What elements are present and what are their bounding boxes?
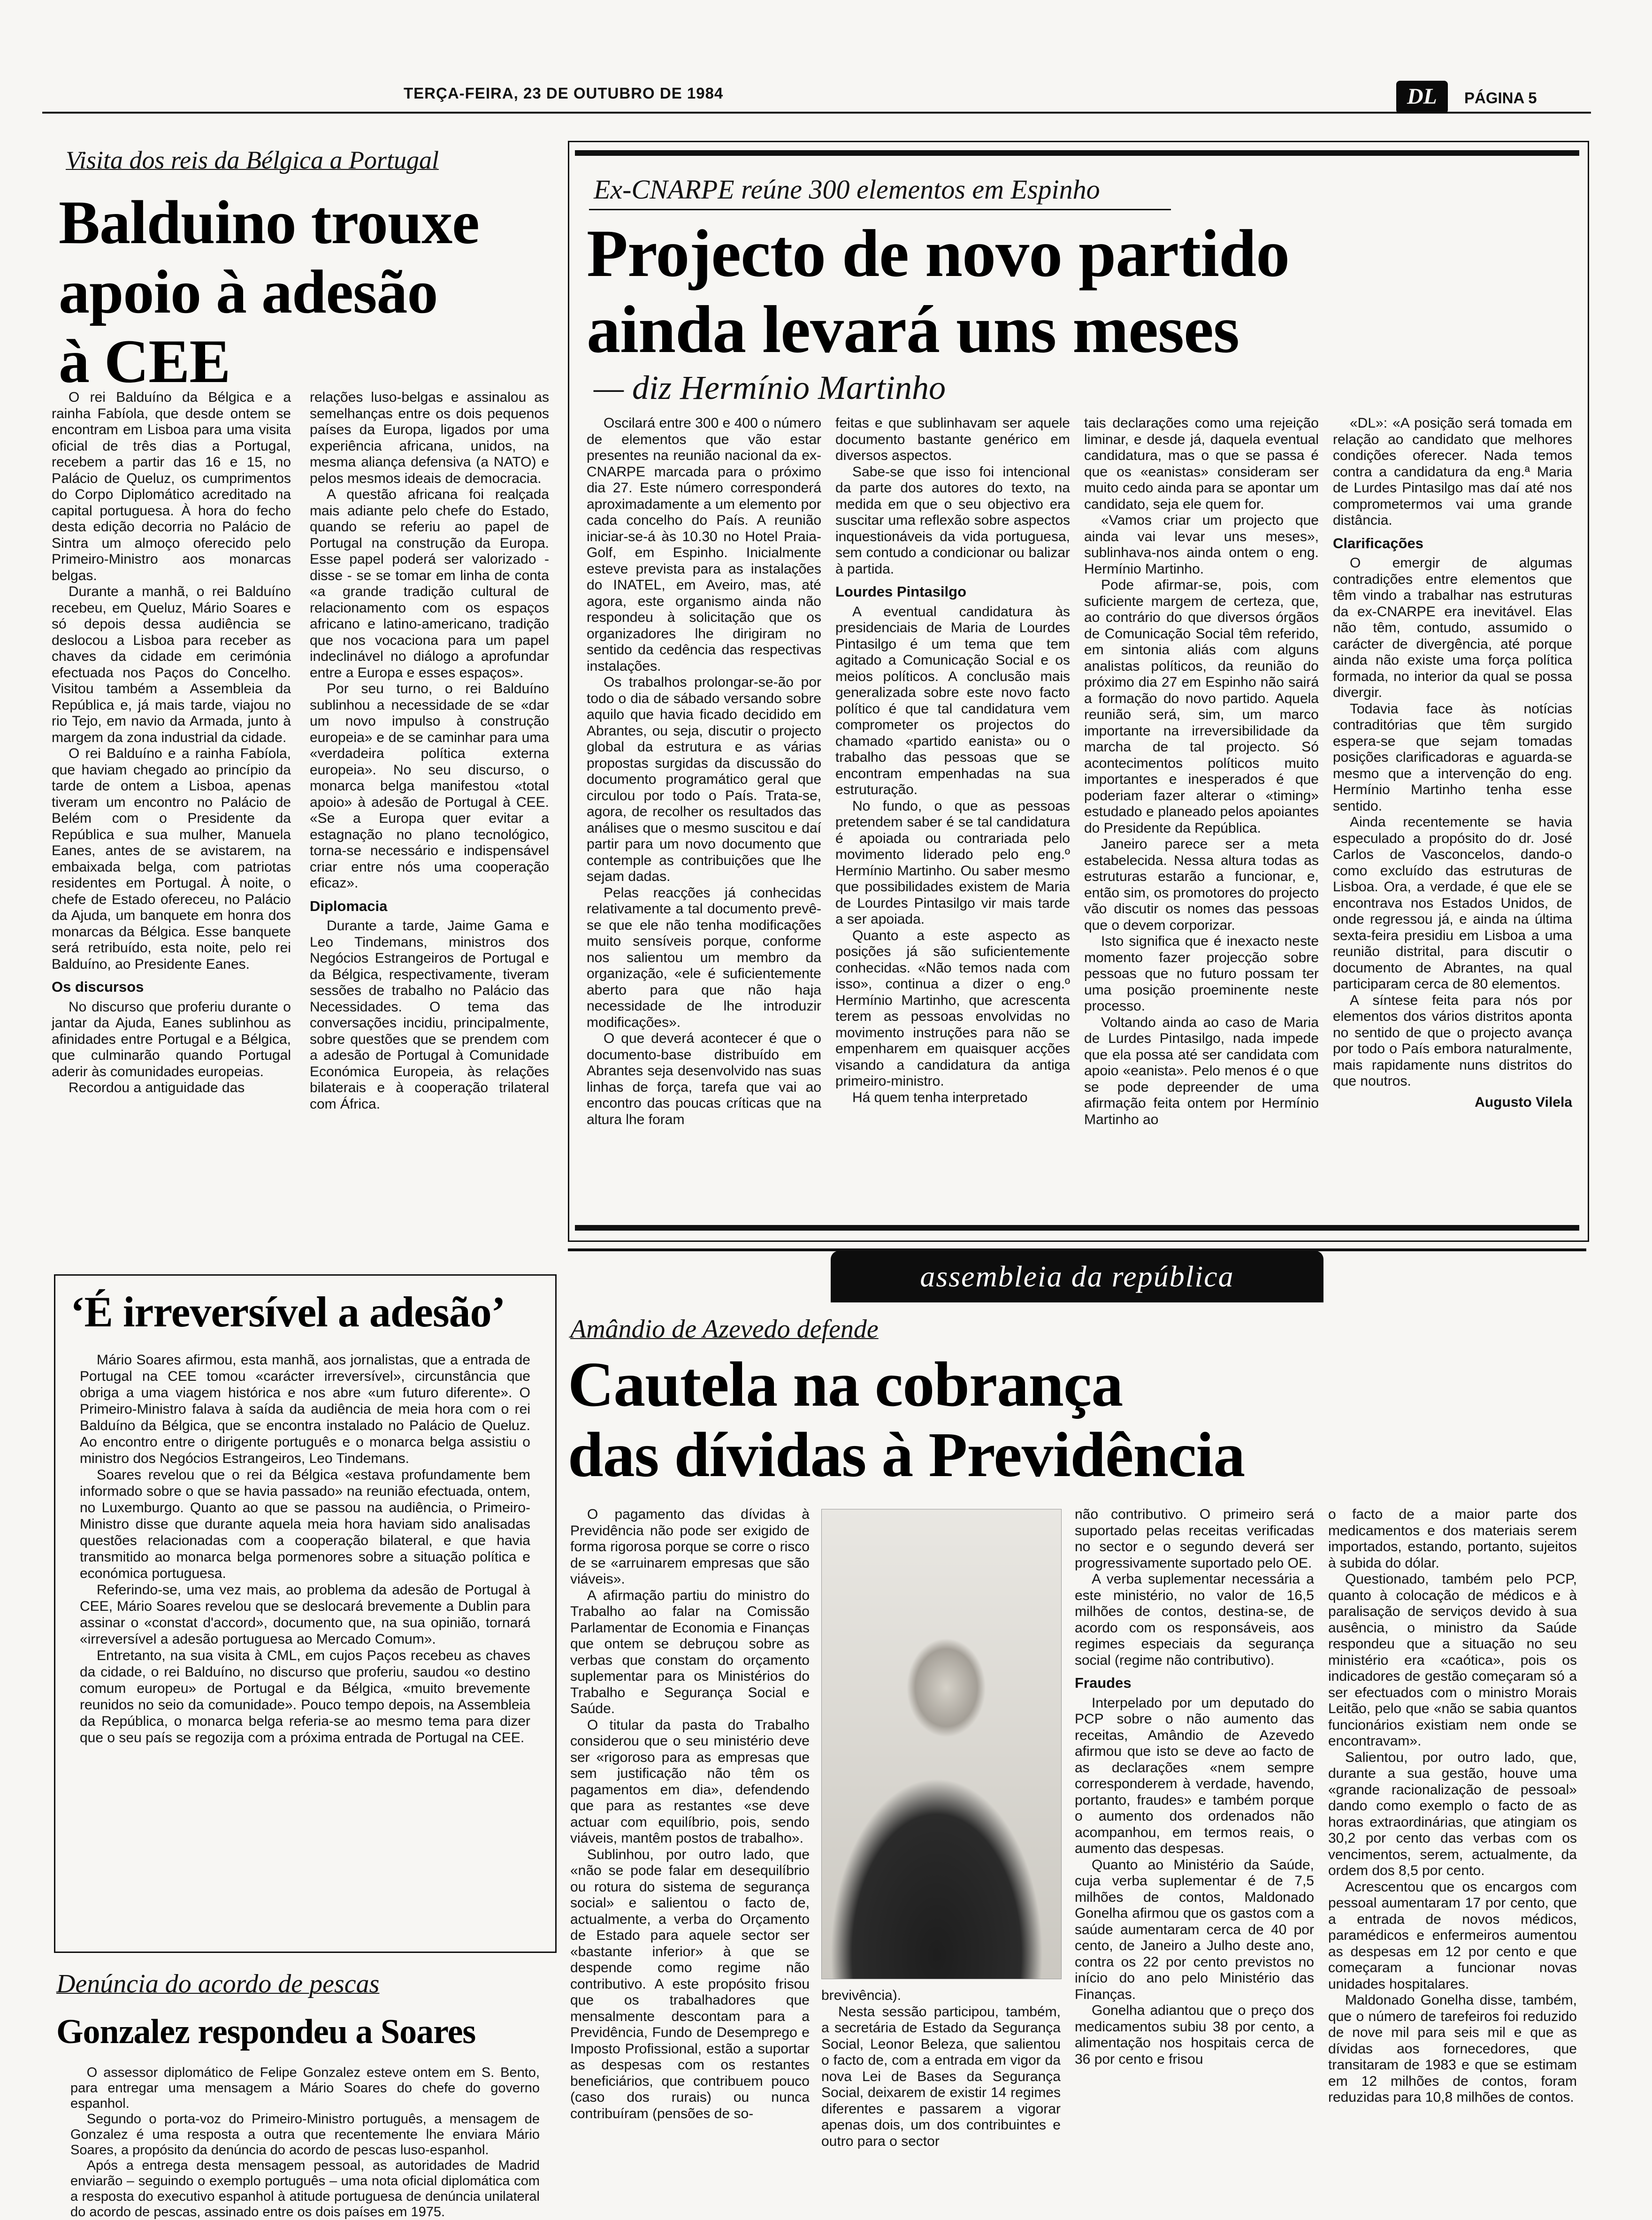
cnarpe-column-3: tais declarações como uma rejeição liminar, e desde já, daquela eventual candidatura, mas o que se passa é que os «eanistas» consideram ser muito cedo ainda para se apontar um candidato, seja ele quem for. «Vamos criar um projecto que ainda vai levar uns meses», sublinhava-nos ainda ontem o eng. Hermínio Martinho. Pode afirmar-se, pois, com suficiente margem de certeza, que, ao contrário do que diversos órgãos de Comunicação Social têm referido, em sintonia aliás com alguns analistas políticos, da reunião do próximo dia 27 em Espinho não sairá a formação do novo partido. Aquela reunião será, sim, um marco importante na irreversibilidade da marcha de tal projecto. Só acontecimentos políticos muito importantes e inesperados é que poderiam fazer alterar o «timing» estudado e planeado pelos apoiantes do Presidente da República. Janeiro parece ser a meta estabelecida. Nessa altura todas as estruturas estarão a funcionar, e, então sim, os promotores do projecto vão discutir os nomes das pessoas que o devem corporizar. Isto significa que é inexacto neste momento fazer projecção sobre pessoas que no futuro possam ter uma posição proeminente neste processo. Voltando ainda ao caso de Maria de Lurdes Pintasilgo, nada impede que ela possa até ser candidata com apoio «eanista». Pelo menos é o que se pode depreender de uma afirmação feita ontem por Hermínio Martinho ao	[1084, 415, 1319, 1127]
minister-photo	[821, 1509, 1062, 1979]
cnarpe-column-4: «DL»: «A posição será tomada em relação ao candidato que melhores condições oferecer. Nada temos contra a candidatura da eng.ª Maria de Lurdes Pintasilgo mas daí até nos comprometermos vai uma grande distância. Clarificações O emergir de algumas contradições entre elementos que têm vindo a trabalhar nas estruturas da ex-CNARPE era inevitável. Elas não têm, contudo, assumido o carácter de divergência, até porque ainda não existe uma força política formada, no interior da qual se possa divergir. Todavia face às notícias contraditórias que têm surgido espera-se que sejam tomadas posições clarificadoras e aguarda-se mesmo que a intervenção do eng. Hermínio Martinho tenha esse sentido. Ainda recentemente se havia especulado a propósito do dr. José Carlos de Vasconcelos, dando-o como excluído das estruturas de Lisboa. Ora, a verdade, é que ele se encontrava nos Estados Unidos, de onde regressou já, e ainda na última sexta-feira presidiu em Lisboa a uma reunião distrital, para discutir o documento de Abrantes, na qual participaram cerca de 80 elementos. A síntese feita para nós por elementos dos vários distritos aponta no sentido de que o projecto avança por todo o País embora naturalmente, mais rapidamente nuns distritos do que noutros. Augusto Vilela	[1333, 415, 1572, 1110]
assembleia-subhead-fraudes: Fraudes	[1075, 1675, 1132, 1691]
balduino-column-1: O rei Balduíno da Bélgica e a rainha Fabíola, que desde ontem se encontram em Lisboa para uma visita oficial de três dias a Portugal, recebem a partir das 16 e 15, no Palácio de Queluz, os cumprimentos do Corpo Diplomático acreditado na capital portuguesa. À hora do fecho desta edição decorria no Palácio de Sintra um almoço oferecido pelo Primeiro-Ministro aos monarcas belgas. Durante a manhã, o rei Balduíno recebeu, em Queluz, Mário Soares e só depois dessa audiência se deslocou a Lisboa para receber as chaves da cidade em cerimónia efectuada nos Paços do Concelho. Visitou também a Assembleia da República e, já mais tarde, viajou no rio Tejo, em navio da Armada, junto à margem da zona industrial da cidade. O rei Balduíno e a rainha Fabíola, que haviam chegado ao princípio da tarde de ontem a Lisboa, apenas tiveram um encontro no Palácio de Belém com o Presidente da República e sua mulher, Manuela Eanes, antes de se avistarem, na embaixada belga, com patriotas residentes em Portugal. À noite, o chefe de Estado ofereceu, no Palácio da Ajuda, um banquete em honra dos monarcas da Bélgica. Esse banquete será retribuído, esta noite, pelo rei Balduíno, ao Presidente Eanes. Os discursos No discurso que proferiu durante o jantar da Ajuda, Eanes sublinhou as afinidades entre Portugal e a Bélgica, que culminarão quando Portugal aderir às comunidades europeias. Recordou a antiguidade das	[52, 390, 291, 1095]
cnarpe-top-rule	[575, 150, 1579, 156]
assembleia-column-2: brevivência). Nesta sessão participou, também, a secretária de Estado da Segurança Social, Leonor Beleza, que salientou o facto de, com a entrada em vigor da nova Lei de Bases da Segurança Social, deixarem de existir 14 regimes diferentes e passarem a vigorar apenas dois, um dos contribuintes e outro para o sector	[821, 1988, 1061, 2149]
balduino-kicker: Visita dos reis da Bélgica a Portugal	[66, 146, 439, 174]
assembleia-column-3: não contributivo. O primeiro será suportado pelas receitas verificadas no sector e o segundo deverá ser progressivamente suportado pelo OE. A verba suplementar necessária a este ministério, no valor de 16,5 milhões de contos, destina-se, de acordo com os responsáveis, aos regimes especiais da segurança social (regime não contributivo). Fraudes Interpelado por um deputado do PCP sobre o não aumento das receitas, Amândio de Azevedo afirmou que isto se deve ao facto de as declarações «nem sempre corresponderem à verdade, havendo, portanto, fraudes» e também porque o aumento dos ordenados não acompanhou, em termos reais, o aumento das despesas. Quanto ao Ministério da Saúde, cuja verba suplementar é de 7,5 milhões de contos, Maldonado Gonelha afirmou que os gastos com a saúde aumentaram cerca de 40 por cento, de Janeiro a Julho deste ano, contra os 22 por cento previstos no início do ano pelo Ministério das Finanças. Gonelha adiantou que o preço dos medicamentos subiu 38 por cento, a alimentação nos hospitais cerca de 36 por cento e frisou	[1075, 1507, 1314, 2067]
cnarpe-subhead-clarificacoes: Clarificações	[1333, 535, 1423, 551]
cnarpe-headline: Projecto de novo partido ainda levará uns meses	[587, 216, 1290, 367]
gonzalez-headline: Gonzalez respondeu a Soares	[56, 2013, 476, 2051]
cnarpe-subhead-lourdes: Lourdes Pintasilgo	[835, 583, 967, 600]
assembleia-column-4: o facto de a maior parte dos medicamentos e dos materiais serem importados, estando, portanto, sujeitos à subida do dólar. Questionado, também pelo PCP, quanto à colocação de médicos e à paralisação de serviços devido à sua ausência, o ministro da Saúde respondeu que a situação no seu ministério era «caótica», pois os indicadores de gestão começaram só a ser efectuados com o ministro Morais Leitão, pelo que «não se sabia quantos funcionários existiam nem onde se encontravam». Salientou, por outro lado, que, durante a sua gestão, houve uma «grande racionalização de pessoal» dando como exemplo o facto de as horas extraordinárias, que atingiam os 30,2 por cento das verbas com os vencimentos, serem, actualmente, da ordem dos 8,5 por cento. Acrescentou que os encargos com pessoal aumentaram 17 por cento, que a entrada de novos médicos, paramédicos e enfermeiros aumentou as despesas em 12 por cento e que começaram a funcionar novas unidades hospitalares. Maldonado Gonelha disse, também, que o número de tarefeiros foi reduzido de nove mil para seis mil e que as dívidas aos fornecedores, que transitaram de 1983 e que se estimam em 12 milhões de contos, foram reduzidas para 10,8 milhões de contos.	[1328, 1507, 1577, 2105]
balduino-headline: Balduino trouxe apoio à adesão à CEE	[59, 188, 479, 396]
irreversivel-body: Mário Soares afirmou, esta manhã, aos jornalistas, que a entrada de Portugal na CEE tomou «carácter irreversível», circunstância que obriga a uma viagem histórica e nos abre «um futuro diferente». O Primeiro-Ministro falava à saída da audiência de meia hora com o rei Balduíno da Bélgica, que se encontra instalado no Palácio de Queluz. Ao encontro entre o dirigente português e o monarca belga assistiu o ministro dos Negócios Estrangeiros, Leo Tindemans. Soares revelou que o rei da Bélgica «estava profundamente bem informado sobre o que se havia passado» na reunião efectuada, ontem, no Luxemburgo. Quanto ao que se passou na audiência, o Primeiro-Ministro disse que durante aquela meia hora haviam sido analisadas questões relacionadas com a cooperação bilateral, e que havia transmitido ao monarca belga pormenores sobre a situação política e económica portuguesa. Referindo-se, uma vez mais, ao problema da adesão de Portugal à CEE, Mário Soares revelou que se deslocará brevemente a Dublin para assinar o «constat d'accord», documento que, na sua opinião, tornará «irreversível a adesão portuguesa ao Mercado Comum». Entretanto, na sua visita à CML, em cujos Paços recebeu as chaves da cidade, o rei Balduíno, no discurso que proferiu, saudou «o destino comum europeu» de Portugal e da Bélgica, «muito brevemente reunidos no seio da comunidade». Pouco tempo depois, na Assembleia da República, o monarca belga referia-se ao mesmo tema para dizer que o seu país se regozija com a próxima entrada de Portugal na CEE.	[80, 1352, 530, 1745]
cnarpe-byline: Augusto Vilela	[1475, 1094, 1572, 1110]
balduino-column-2: relações luso-belgas e assinalou as semelhanças entre os dois pequenos países da Europa, ligados por uma experiência africana, unidos, na mesma aliança defensiva (a NATO) e pelos mesmos ideais de democracia. A questão africana foi realçada mais adiante pelo chefe do Estado, quando se referiu ao papel de Portugal na construção da Europa. Esse papel poderá ser valorizado - disse - se se tomar em linha de conta «a grande tradição cultural de relacionamento com os espaços africano e latino-americano, tradição que nos vocaciona para um papel indeclinável no diálogo a aprofundar entre a Europa e esses espaços». Por seu turno, o rei Balduíno sublinhou a necessidade de se «dar um novo impulso à construção europeia» e de se caminhar para uma «verdadeira política externa europeia». No seu discurso, o monarca belga manifestou «total apoio» à adesão de Portugal à CEE. «Se a Europa quer evitar a estagnação no plano tecnológico, torna-se necessário e indispensável criar entre nós uma cooperação eficaz». Diplomacia Durante a tarde, Jaime Gama e Leo Tindemans, ministros dos Negócios Estrangeiros de Portugal e da Bélgica, respectivamente, tiveram sessões de trabalho no Palácio das Necessidades. O tema das conversações incidiu, principalmente, sobre questões que se prendem com a adesão de Portugal à Comunidade Económica Europeia, às relações bilaterais e à cooperação trilateral com África.	[310, 390, 549, 1112]
cnarpe-bottom-rule	[575, 1225, 1579, 1231]
irreversivel-headline: ‘É irreversível a adesão’	[70, 1288, 505, 1336]
assembleia-column-1: O pagamento das dívidas à Previdência não pode ser exigido de forma rigorosa porque se corre o risco de se «arruinarem empresas que são viáveis». A afirmação partiu do ministro do Trabalho ao falar na Comissão Parlamentar de Economia e Finanças que ontem se debruçou sobre as verbas que constam do orçamento suplementar para os Ministérios do Trabalho e Segurança Social e Saúde. O titular da pasta do Trabalho considerou que o seu ministério deve ser «rigoroso para as empresas que sem justificação não têm os pagamentos em dia», defendendo que para as restantes «se deve actuar com equilíbrio, pois, sendo viáveis, mantêm postos de trabalho». Sublinhou, por outro lado, que «não se pode falar em desequilíbrio ou rotura do sistema de segurança social» e salientou o facto de, actualmente, a verba do Orçamento de Estado para aquele sector ser «bastante inferior» à que se despende como regime não contributivo. A este propósito frisou que os trabalhadores que mensalmente descontam para a Previdência, Fundo de Desemprego e Imposto Profissional, estão a suportar as despesas com os restantes beneficiários, que contribuem pouco (caso dos rurais) ou nunca contribuíram (pensões de so-	[570, 1507, 810, 2121]
balduino-subhead-discursos: Os discursos	[52, 979, 144, 995]
balduino-subhead-diplomacia: Diplomacia	[310, 897, 388, 914]
logo-text: DL	[1407, 84, 1437, 109]
header-logo	[1396, 81, 1448, 114]
header-date: TERÇA-FEIRA, 23 DE OUTUBRO DE 1984	[404, 84, 724, 102]
cnarpe-kicker: Ex-CNARPE reúne 300 elementos em Espinho	[594, 174, 1100, 205]
assembleia-kicker: Amândio de Azevedo defende	[570, 1315, 879, 1344]
gonzalez-kicker: Denúncia do acordo de pescas	[56, 1969, 380, 1998]
cnarpe-deck: — diz Hermínio Martinho	[594, 369, 946, 406]
assembleia-headline: Cautela na cobrança das dívidas à Previdência	[568, 1349, 1245, 1490]
cnarpe-kicker-rule	[589, 209, 1171, 210]
cnarpe-column-1: Oscilará entre 300 e 400 o número de elementos que vão estar presentes na reunião nacional da ex-CNARPE marcada para o próximo dia 27. Este número corresponderá aproximadamente a um elemento por cada concelho do País. A reunião iniciar-se-á às 10.30 no Hotel Praia-Golf, em Espinho. Inicialmente esteve prevista para as instalações do INATEL, em Aveiro, mas, até agora, este organismo ainda não respondeu à solicitação que os organizadores lhe dirigiram no sentido da cedência das respectivas instalações. Os trabalhos prolongar-se-ão por todo o dia de sábado versando sobre aquilo que havia ficado decidido em Abrantes, ou seja, discutir o projecto global da estrutura e as várias propostas surgidas da discussão do documento programático geral que circulou por todo o País. Trata-se, agora, de recolher os resultados das análises que o mesmo suscitou e daí partir para um novo documento que contemple as contribuições que lhe sejam dadas. Pelas reacções já conhecidas relativamente a tal documento prevê-se que ele não tenha modificações muito sensíveis porque, conforme nos salientou um membro da organização, «ele é suficientemente aberto para que não haja necessidade de lhe introduzir modificações». O que deverá acontecer é que o documento-base distribuído em Abrantes seja desenvolvido nas suas linhas de força, tarefa que vai ao encontro das poucas críticas que na altura lhe foram	[587, 415, 821, 1127]
cnarpe-column-2: feitas e que sublinhavam ser aquele documento bastante genérico em diversos aspectos. Sabe-se que isso foi intencional da parte dos autores do texto, na medida em que o seu objectivo era suscitar uma reflexão sobre aspectos inquestionáveis da vida portuguesa, sem contudo a condicionar ou balizar à partida. Lourdes Pintasilgo A eventual candidatura às presidenciais de Maria de Lourdes Pintasilgo é um tema que tem agitado a Comunicação Social e os meios políticos. A conclusão mais generalizada sobre este novo facto político é que tal candidatura vem comprometer os projectos do chamado «partido eanista» ou o trabalho das pessoas que se encontram empenhadas na sua estruturação. No fundo, o que as pessoas pretendem saber é se tal candidatura é apoiada ou contrariada pelo movimento liderado pelo eng.º Hermínio Martinho. Ou saber mesmo que possibilidades existem de Maria de Lourdes Pintasilgo vir mais tarde a ser apoiada. Quanto a este aspecto as posições já são suficientemente conhecidas. «Não temos nada com isso», continua a dizer o eng.º Hermínio Martinho, que acrescenta terem as pessoas envolvidas no movimento instruções para não se empenharem em quaisquer acções visando a candidatura da antiga primeiro-ministro. Há quem tenha interpretado	[835, 415, 1070, 1105]
assembleia-banner: assembleia da república	[831, 1251, 1323, 1302]
page-header	[0, 0, 1652, 127]
gonzalez-body: O assessor diplomático de Felipe Gonzalez esteve ontem em S. Bento, para entregar uma mensagem a Mário Soares do chefe do governo espanhol. Segundo o porta-voz do Primeiro-Ministro português, a mensagem de Gonzalez é uma resposta a outra que recentemente lhe enviara Mário Soares, a propósito da denúncia do acordo de pescas luso-espanhol. Após a entrega desta mensagem pessoal, as autoridades de Madrid enviarão – seguindo o exemplo português – uma nota oficial diplomática com a resposta do executivo espanhol à atitude portuguesa de denúncia unilateral do acordo de pescas, assinado entre os dois países em 1975.	[70, 2065, 540, 2220]
header-rule	[42, 112, 1591, 114]
header-page-number: PÁGINA 5	[1464, 89, 1537, 107]
